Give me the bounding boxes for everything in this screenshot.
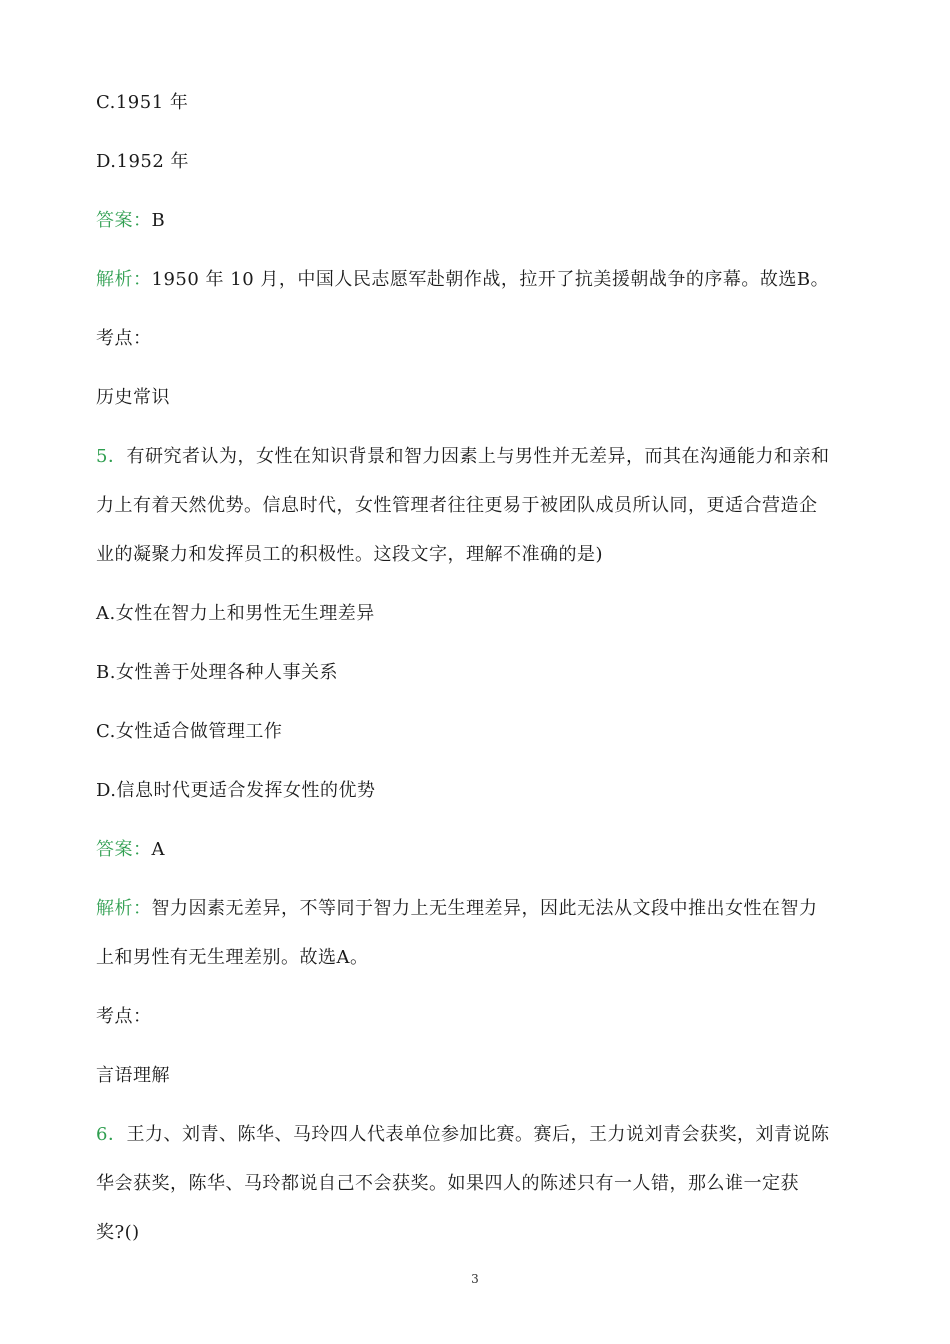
q5-stem-line-1 <box>96 445 829 469</box>
q4-option-c: C.1951 年 <box>96 92 189 113</box>
question-number: 6． <box>96 1124 127 1145</box>
q4-kaodian-value: 历史常识 <box>96 387 170 408</box>
answer-value: B <box>151 210 166 231</box>
q4-kaodian-label: 考点： <box>96 328 152 349</box>
q4-answer <box>96 209 165 233</box>
q6-stem-line-3: 奖?() <box>96 1222 140 1243</box>
analysis-label: 解析： <box>96 898 152 919</box>
q5-option-b: B.女性善于处理各种人事关系 <box>96 662 338 683</box>
q5-stem-line-2: 力上有着天然优势。信息时代，女性管理者往往更易于被团队成员所认同，更适合营造企 <box>96 495 818 516</box>
analysis-text: 1950 年 10 月，中国人民志愿军赴朝作战，拉开了抗美援朝战争的序幕。故选B。 <box>151 269 830 290</box>
answer-label: 答案： <box>96 839 152 860</box>
q6-stem-line-2: 华会获奖，陈华、马玲都说自己不会获奖。如果四人的陈述只有一人错，那么谁一定获 <box>96 1173 799 1194</box>
q5-kaodian-label: 考点： <box>96 1006 152 1027</box>
q5-answer <box>96 838 165 862</box>
q5-analysis-line-1 <box>96 897 818 921</box>
answer-label: 答案： <box>96 210 152 231</box>
q6-stem-line-1 <box>96 1123 829 1147</box>
q5-option-d: D.信息时代更适合发挥女性的优势 <box>96 780 376 801</box>
page-number: 3 <box>471 1272 479 1286</box>
q5-option-c: C.女性适合做管理工作 <box>96 721 283 742</box>
q5-option-a: A.女性在智力上和男性无生理差异 <box>96 603 375 624</box>
analysis-label: 解析： <box>96 269 152 290</box>
q5-kaodian-value: 言语理解 <box>96 1065 170 1086</box>
q4-analysis <box>96 268 829 292</box>
q5-stem-line-3: 业的凝聚力和发挥员工的积极性。这段文字，理解不准确的是) <box>96 544 604 565</box>
q4-option-d: D.1952 年 <box>96 151 190 172</box>
answer-value: A <box>151 839 165 860</box>
analysis-text: 智力因素无差异，不等同于智力上无生理差异，因此无法从文段中推出女性在智力 <box>151 898 818 919</box>
stem-text: 有研究者认为，女性在知识背景和智力因素上与男性并无差异，而其在沟通能力和亲和 <box>126 446 830 467</box>
stem-text: 王力、刘青、陈华、马玲四人代表单位参加比赛。赛后，王力说刘青会获奖，刘青说陈 <box>126 1124 830 1145</box>
q5-analysis-line-2: 上和男性有无生理差别。故选A。 <box>96 947 369 968</box>
question-number: 5． <box>96 446 127 467</box>
